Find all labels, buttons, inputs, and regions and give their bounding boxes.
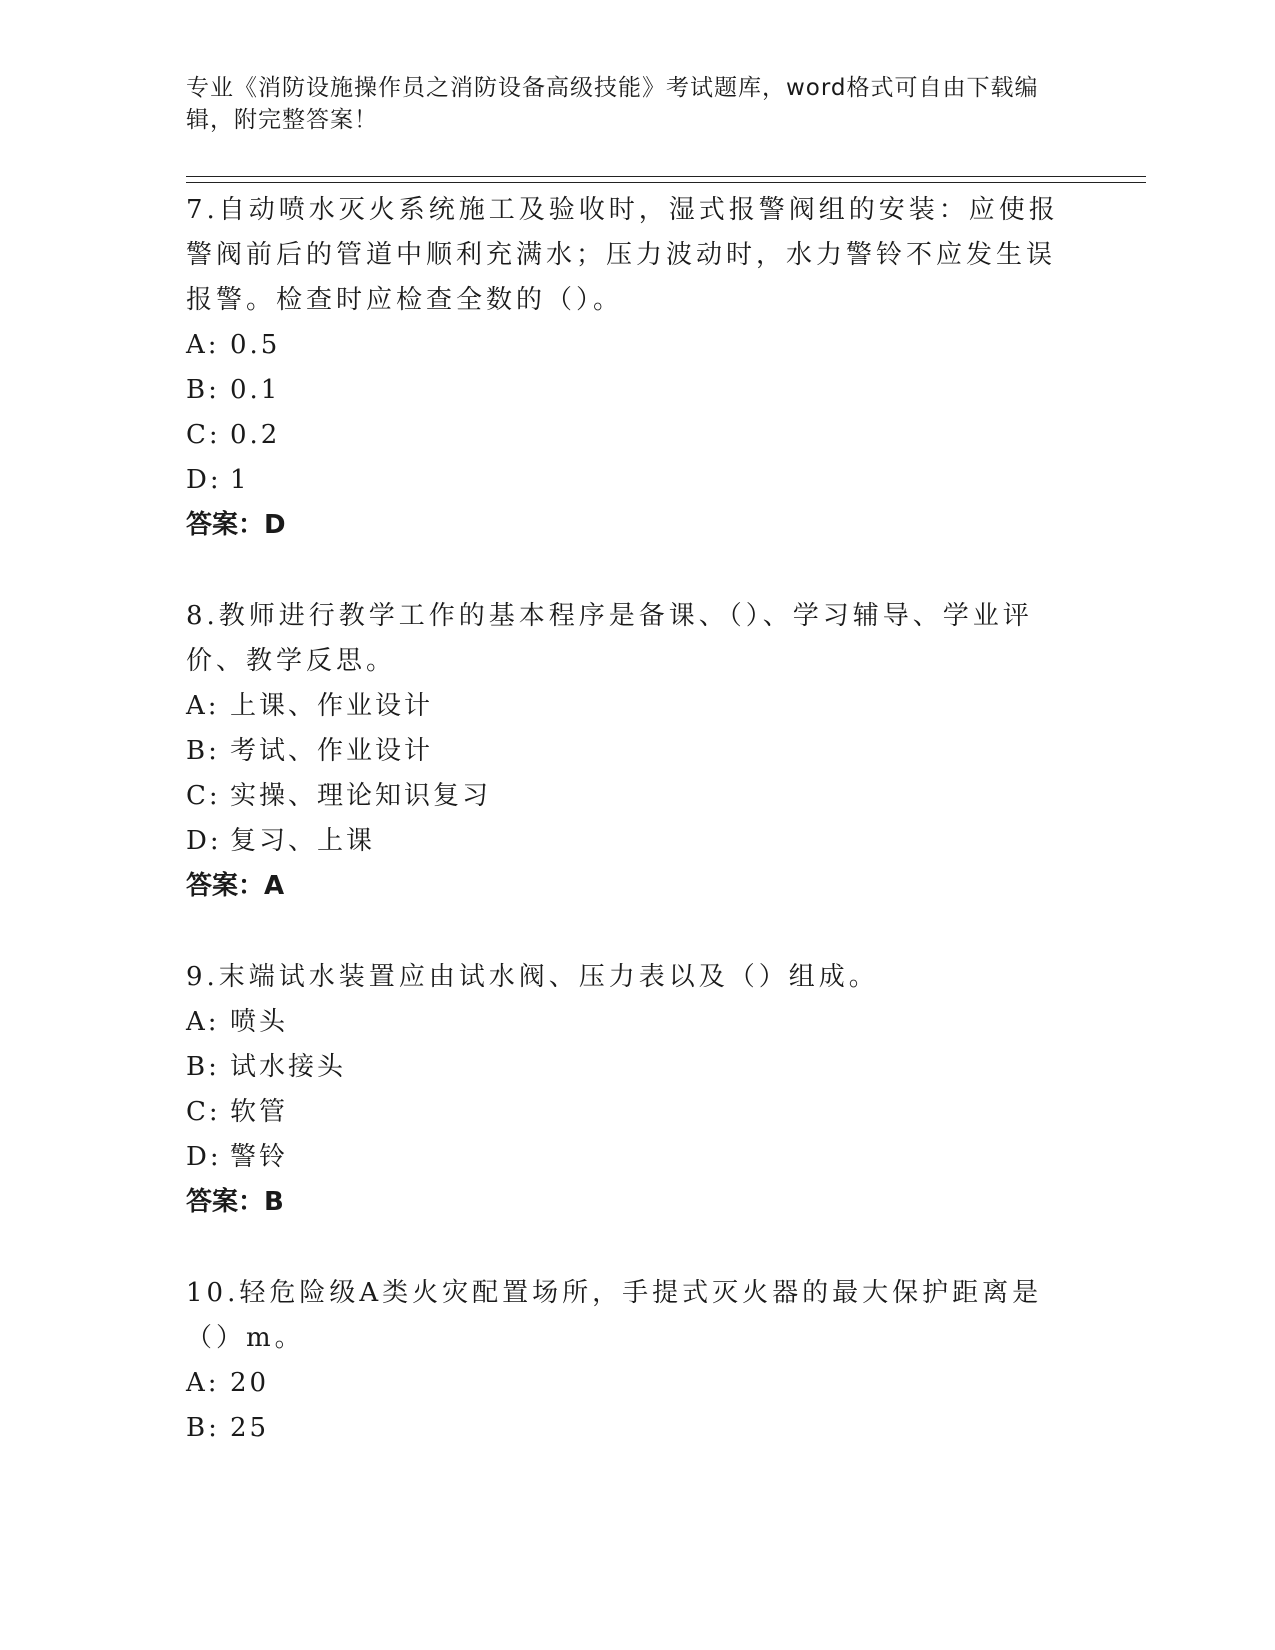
option-value: 1 xyxy=(230,465,250,495)
question-8 xyxy=(186,594,1066,909)
option-key: D: xyxy=(186,1142,222,1172)
option-value: 25 xyxy=(230,1413,270,1443)
option-a xyxy=(186,323,1066,368)
question-list xyxy=(186,188,1066,1497)
option-key: A: xyxy=(186,1368,220,1398)
option-key: D: xyxy=(186,465,222,495)
option-value: 试水接头 xyxy=(230,1052,347,1082)
option-value: 警铃 xyxy=(230,1142,289,1172)
option-d xyxy=(186,458,1066,503)
question-text: 9.末端试水装置应由试水阀、压力表以及（）组成。 xyxy=(186,962,879,992)
question-text: 8.教师进行教学工作的基本程序是备课、（）、学习辅导、学业评价、教学反思。 xyxy=(186,601,1033,676)
option-value: 实操、理论知识复习 xyxy=(230,781,492,811)
option-value: 考试、作业设计 xyxy=(230,736,434,766)
option-a xyxy=(186,684,1066,729)
option-key: A: xyxy=(186,691,220,721)
option-d xyxy=(186,819,1066,864)
question-10 xyxy=(186,1271,1066,1451)
question-text: 7.自动喷水灭火系统施工及验收时，湿式报警阀组的安装：应使报警阀前后的管道中顺利充满水；压力波动时，水力警铃不应发生误报警。检查时应检查全数的（）。 xyxy=(186,195,1059,315)
option-key: B: xyxy=(186,1052,220,1082)
question-7 xyxy=(186,188,1066,548)
header-divider-bottom xyxy=(186,182,1146,183)
option-b xyxy=(186,1045,1066,1090)
option-c xyxy=(186,413,1066,458)
option-a xyxy=(186,1361,1066,1406)
answer: 答案：B xyxy=(186,1187,284,1217)
answer: 答案：D xyxy=(186,510,286,540)
option-value: 0.1 xyxy=(230,375,281,405)
option-key: B: xyxy=(186,736,220,766)
header-divider-top xyxy=(186,176,1146,177)
option-value: 20 xyxy=(230,1368,270,1398)
option-value: 0.2 xyxy=(230,420,281,450)
option-key: B: xyxy=(186,1413,220,1443)
option-d xyxy=(186,1135,1066,1180)
question-text: 10.轻危险级A类火灾配置场所，手提式灭火器的最大保护距离是（）m。 xyxy=(186,1278,1043,1353)
option-c xyxy=(186,1090,1066,1135)
question-9 xyxy=(186,955,1066,1225)
option-value: 软管 xyxy=(230,1097,289,1127)
option-value: 喷头 xyxy=(230,1007,289,1037)
option-key: D: xyxy=(186,826,222,856)
answer: 答案：A xyxy=(186,871,285,901)
option-key: C: xyxy=(186,1097,221,1127)
option-key: C: xyxy=(186,420,221,450)
option-a xyxy=(186,1000,1066,1045)
page-header: 专业《消防设施操作员之消防设备高级技能》考试题库，word格式可自由下载编辑，附完整答案！ xyxy=(186,75,1039,133)
option-key: C: xyxy=(186,781,221,811)
option-value: 上课、作业设计 xyxy=(230,691,434,721)
option-value: 0.5 xyxy=(230,330,281,360)
option-b xyxy=(186,368,1066,413)
option-key: B: xyxy=(186,375,220,405)
option-c xyxy=(186,774,1066,819)
option-value: 复习、上课 xyxy=(230,826,376,856)
option-b xyxy=(186,729,1066,774)
option-key: A: xyxy=(186,1007,220,1037)
option-b xyxy=(186,1406,1066,1451)
option-key: A: xyxy=(186,330,220,360)
